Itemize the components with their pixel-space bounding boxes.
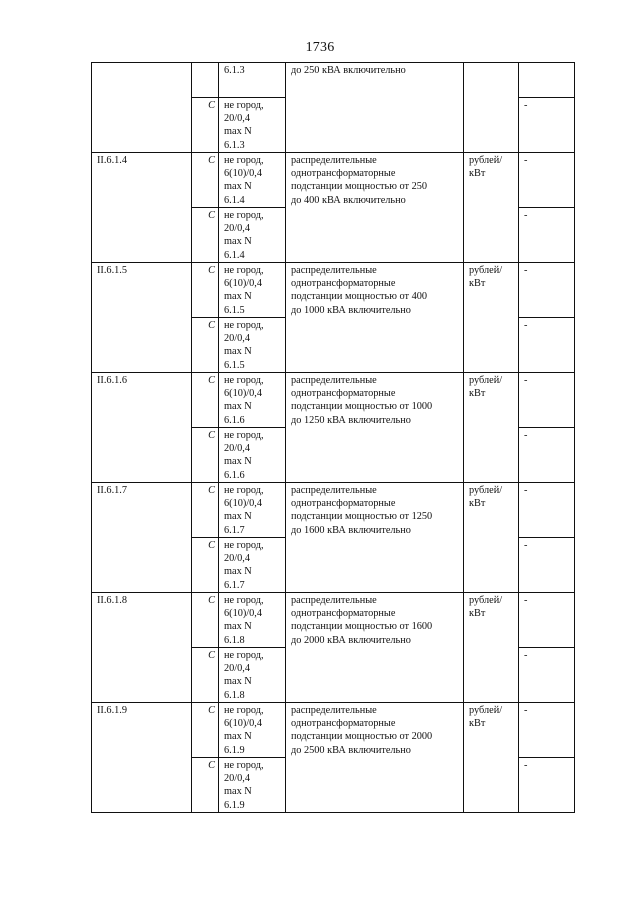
row-code-cell-line: max N	[224, 456, 252, 468]
row-code-cell	[219, 153, 286, 208]
row-code-cell-line: 6(10)/0,4	[224, 608, 263, 620]
table-row	[92, 263, 575, 318]
row-code-cell-line: 6.1.6	[224, 469, 245, 481]
row-code-cell-line: не город,	[224, 485, 264, 496]
row-description-cell-line: до 1250 кВА включительно	[291, 414, 411, 426]
row-code-cell-line: 6(10)/0,4	[224, 388, 263, 400]
tariff-table-body	[92, 63, 575, 813]
row-description-cell-line: до 2500 кВА включительно	[291, 744, 411, 756]
row-value-cell: -	[519, 593, 575, 648]
row-code-cell-line: 20/0,4	[224, 333, 251, 345]
row-code-cell-line: 20/0,4	[224, 553, 251, 565]
row-description-cell-line: однотрансформаторные	[291, 168, 396, 180]
row-unit-cell-line: рублей/	[469, 485, 503, 496]
row-code-cell	[219, 263, 286, 318]
row-unit-cell	[464, 373, 519, 483]
row-unit-cell	[464, 63, 519, 153]
row-description-cell	[286, 593, 464, 703]
row-code-cell	[219, 538, 286, 593]
row-code-cell-line: max N	[224, 291, 252, 303]
row-description-cell-line: распределительные	[291, 265, 377, 276]
row-code-cell-line: max N	[224, 346, 252, 358]
row-description-cell-line: однотрансформаторные	[291, 388, 396, 400]
row-value-cell: -	[519, 208, 575, 263]
row-code-cell	[219, 428, 286, 483]
row-value-cell: -	[519, 648, 575, 703]
row-code-cell-line: max N	[224, 181, 252, 193]
row-code-cell-line: 20/0,4	[224, 443, 251, 455]
row-letter-cell: C	[192, 153, 219, 208]
row-unit-cell-line: кВт	[469, 718, 486, 730]
row-code-cell-line: 6(10)/0,4	[224, 498, 263, 510]
row-unit-cell-line: кВт	[469, 168, 486, 180]
row-code-cell-line: 6(10)/0,4	[224, 718, 263, 730]
row-code-cell	[219, 98, 286, 153]
row-letter-cell: C	[192, 483, 219, 538]
page-number: 1736	[305, 40, 335, 55]
row-value-cell: -	[519, 538, 575, 593]
row-value-cell: -	[519, 703, 575, 758]
row-value-cell: -	[519, 98, 575, 153]
row-code-cell-line: не город,	[224, 430, 264, 441]
row-description-cell-line: однотрансформаторные	[291, 498, 396, 510]
row-value-cell: -	[519, 153, 575, 208]
row-code-cell-line: 6.1.7	[224, 524, 245, 536]
row-code-cell-line: 6(10)/0,4	[224, 168, 263, 180]
row-description-cell-line: подстанции мощностью от 2000	[291, 731, 433, 743]
row-code-cell-line: 6.1.5	[224, 359, 245, 371]
row-description-cell-line: распределительные	[291, 485, 377, 496]
row-letter-cell: C	[192, 648, 219, 703]
row-code-cell-line: не город,	[224, 155, 264, 166]
row-code-cell-line: max N	[224, 676, 252, 688]
row-description-cell-line: подстанции мощностью от 250	[291, 181, 428, 193]
row-letter-cell: C	[192, 263, 219, 318]
row-unit-cell	[464, 703, 519, 813]
row-unit-cell	[464, 593, 519, 703]
row-description-cell	[286, 703, 464, 813]
row-unit-cell	[464, 483, 519, 593]
row-code-cell	[219, 63, 286, 98]
row-letter-cell: C	[192, 373, 219, 428]
row-letter-cell: C	[192, 428, 219, 483]
row-code-cell-line: 6.1.3	[224, 139, 245, 151]
row-unit-cell-line: рублей/	[469, 595, 503, 606]
row-unit-cell-line: рублей/	[469, 265, 503, 276]
row-value-cell: -	[519, 373, 575, 428]
row-description-cell-line: распределительные	[291, 375, 377, 386]
row-code-cell	[219, 648, 286, 703]
row-value-cell: -	[519, 263, 575, 318]
row-unit-cell-line: рублей/	[469, 375, 503, 386]
row-letter-cell: C	[192, 538, 219, 593]
row-id-cell	[92, 63, 192, 153]
row-description-cell-line: до 400 кВА включительно	[291, 194, 406, 206]
row-letter-cell: C	[192, 98, 219, 153]
row-code-cell-line: не город,	[224, 100, 264, 111]
row-value-cell: -	[519, 483, 575, 538]
row-code-cell-line: 6.1.4	[224, 194, 245, 206]
row-unit-cell	[464, 263, 519, 373]
row-description-cell-line: однотрансформаторные	[291, 608, 396, 620]
row-code-cell-line: max N	[224, 731, 252, 743]
row-code-cell-line: 20/0,4	[224, 663, 251, 675]
row-description-cell	[286, 63, 464, 153]
row-code-cell-line: не город,	[224, 320, 264, 331]
row-description-cell-line: до 1600 кВА включительно	[291, 524, 411, 536]
row-description-cell	[286, 153, 464, 263]
row-unit-cell-line: рублей/	[469, 155, 503, 166]
row-code-cell-line: 6.1.5	[224, 304, 245, 316]
row-code-cell	[219, 318, 286, 373]
row-value-cell	[519, 63, 575, 98]
row-code-cell-line: 6.1.8	[224, 689, 245, 701]
row-code-cell	[219, 758, 286, 813]
row-code-cell-line: 20/0,4	[224, 773, 251, 785]
row-description-cell-line: подстанции мощностью от 400	[291, 291, 428, 303]
row-code-cell	[219, 703, 286, 758]
row-code-cell	[219, 208, 286, 263]
row-description-cell-line: однотрансформаторные	[291, 718, 396, 730]
row-letter-cell	[192, 63, 219, 98]
row-letter-cell: C	[192, 703, 219, 758]
row-unit-cell-line: кВт	[469, 278, 486, 290]
row-code-cell	[219, 593, 286, 648]
row-code-cell-line: 6.1.9	[224, 744, 245, 756]
row-id-cell: II.6.1.9	[92, 703, 192, 813]
row-id-cell: II.6.1.7	[92, 483, 192, 593]
row-id-cell: II.6.1.8	[92, 593, 192, 703]
row-code-cell-line: max N	[224, 401, 252, 413]
row-letter-cell: C	[192, 593, 219, 648]
row-description-cell-line: до 250 кВА включительно	[291, 65, 406, 76]
row-code-cell-line: не город,	[224, 210, 264, 221]
row-description-cell-line: распределительные	[291, 155, 377, 166]
table-row	[92, 703, 575, 758]
row-code-cell-line: не город,	[224, 650, 264, 661]
row-value-cell: -	[519, 758, 575, 813]
row-id-cell: II.6.1.4	[92, 153, 192, 263]
row-code-cell-line: max N	[224, 236, 252, 248]
row-description-cell-line: до 2000 кВА включительно	[291, 634, 411, 646]
row-code-cell-line: 6.1.6	[224, 414, 245, 426]
row-code-cell-line: 20/0,4	[224, 223, 251, 235]
row-description-cell-line: подстанции мощностью от 1250	[291, 511, 433, 523]
row-unit-cell-line: кВт	[469, 498, 486, 510]
row-code-cell	[219, 483, 286, 538]
row-letter-cell: C	[192, 318, 219, 373]
tariff-table	[91, 62, 575, 813]
row-code-cell-line: max N	[224, 786, 252, 798]
row-id-cell: II.6.1.5	[92, 263, 192, 373]
row-code-cell-line: 6.1.4	[224, 249, 245, 261]
row-code-cell-line: 6.1.9	[224, 799, 245, 811]
row-unit-cell-line: рублей/	[469, 705, 503, 716]
row-value-cell: -	[519, 428, 575, 483]
row-description-cell-line: подстанции мощностью от 1000	[291, 401, 433, 413]
row-unit-cell-line: кВт	[469, 608, 486, 620]
row-description-cell-line: распределительные	[291, 595, 377, 606]
row-letter-cell: C	[192, 758, 219, 813]
row-description-cell	[286, 483, 464, 593]
row-code-cell-line: 6.1.8	[224, 634, 245, 646]
row-code-cell-line: 6(10)/0,4	[224, 278, 263, 290]
table-row	[92, 153, 575, 208]
row-code-cell	[219, 373, 286, 428]
row-code-cell-line: не город,	[224, 265, 264, 276]
row-code-cell-line: не город,	[224, 760, 264, 771]
row-unit-cell	[464, 153, 519, 263]
row-id-cell: II.6.1.6	[92, 373, 192, 483]
row-description-cell-line: подстанции мощностью от 1600	[291, 621, 433, 633]
row-description-cell	[286, 263, 464, 373]
row-description-cell-line: однотрансформаторные	[291, 278, 396, 290]
row-unit-cell-line: кВт	[469, 388, 486, 400]
table-row	[92, 63, 575, 98]
row-code-cell-line: 6.1.7	[224, 579, 245, 591]
row-code-cell-line: не город,	[224, 375, 264, 386]
table-row	[92, 593, 575, 648]
row-description-cell	[286, 373, 464, 483]
row-code-cell-line: max N	[224, 621, 252, 633]
row-value-cell: -	[519, 318, 575, 373]
row-code-cell-line: max N	[224, 566, 252, 578]
row-description-cell-line: до 1000 кВА включительно	[291, 304, 411, 316]
row-code-cell-line: не город,	[224, 705, 264, 716]
row-code-cell-line: max N	[224, 511, 252, 523]
table-row	[92, 483, 575, 538]
row-letter-cell: C	[192, 208, 219, 263]
row-code-cell-line: не город,	[224, 595, 264, 606]
row-code-cell-line: 20/0,4	[224, 113, 251, 125]
row-code-cell-line: 6.1.3	[224, 65, 245, 76]
row-code-cell-line: не город,	[224, 540, 264, 551]
row-code-cell-line: max N	[224, 126, 252, 138]
table-row	[92, 373, 575, 428]
row-description-cell-line: распределительные	[291, 705, 377, 716]
